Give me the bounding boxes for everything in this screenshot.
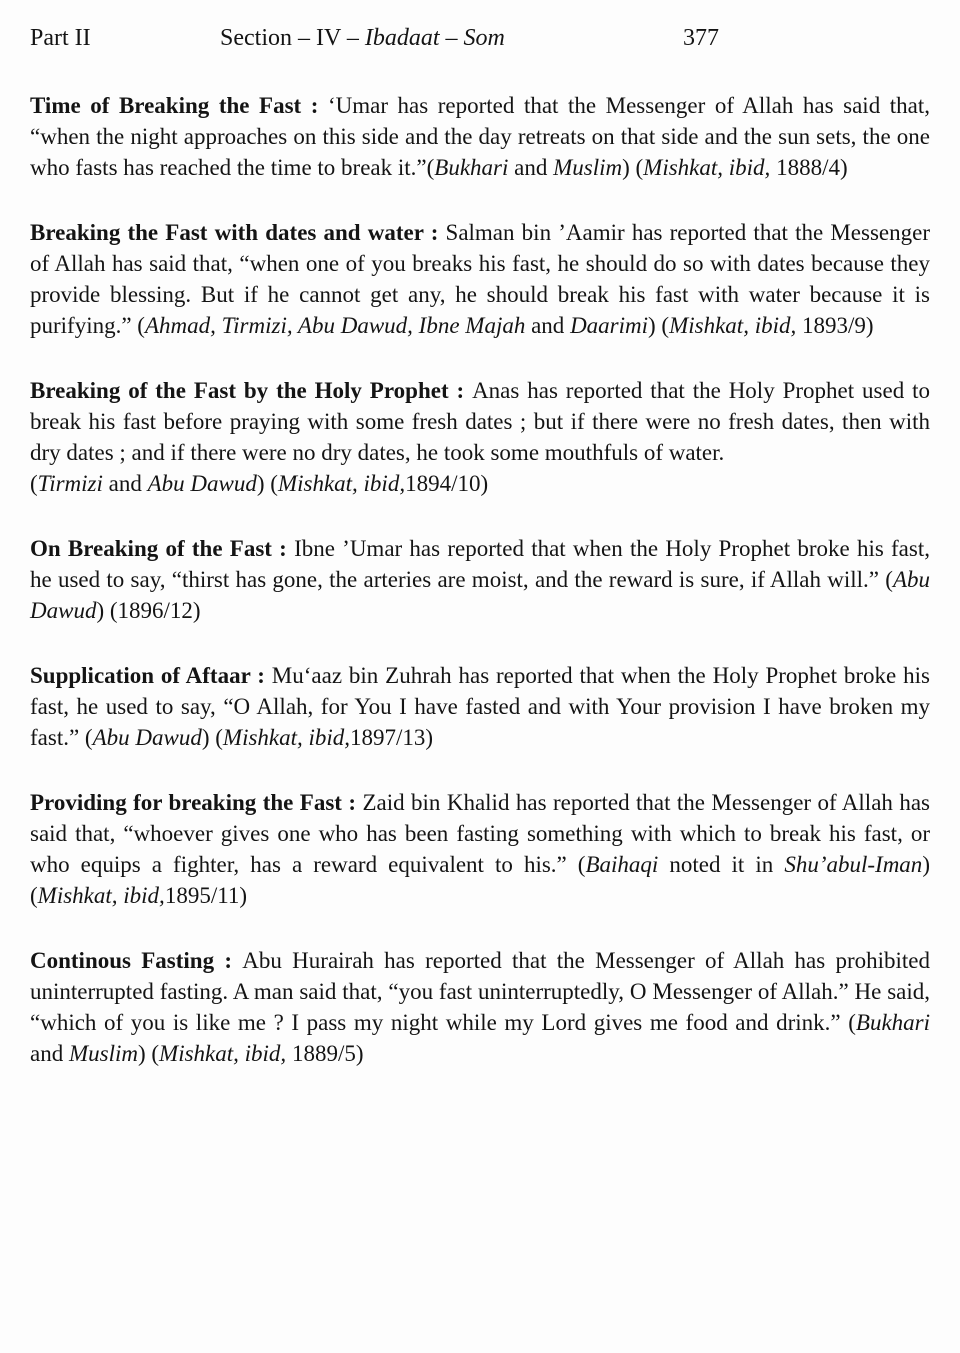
text-run: Salman bin ’Aamir has reported that the Messenger of Allah has said that, “when one of you breaks his fast, he should do so with dates because they provide blessing. But if he cannot get any, he should break his fast with water because it is purifying.” (: [30, 220, 930, 338]
text-run: 1893/9): [796, 313, 874, 338]
text-run: Muslim: [68, 1041, 138, 1066]
paragraph: [30, 375, 930, 499]
text-run: Tirmizi: [37, 471, 103, 496]
paragraph-heading: Time of Breaking the Fast :: [30, 93, 328, 118]
text-run: 1894/10): [405, 471, 489, 496]
text-run: ) (: [201, 725, 223, 750]
text-run: ) (: [256, 471, 278, 496]
text-run: Abu Hurairah has reported that the Messenger of Allah has prohibited uninterrupted fasting. A man said that, “you fast uninterruptedly, O Messenger of Allah.” He said, “which of you is like me ? I pass my night while my Lord gives me food and drink.” (: [30, 948, 931, 1035]
text-run: 1889/5): [286, 1041, 364, 1066]
text-run: Abu Dawud: [30, 567, 930, 623]
paragraph-heading: On Breaking of the Fast :: [30, 536, 295, 561]
paragraph-heading: Supplication of Aftaar :: [30, 663, 272, 688]
text-run: Zaid bin Khalid has reported that the Messenger of Allah has said that, “whoever gives one who has been fasting something with which to break his fast, or who equips a fighter, has a reward equivalent to his.” (: [30, 790, 930, 877]
text-run: Mishkat, ibid,: [159, 1041, 287, 1066]
text-run: Bukhari: [855, 1010, 930, 1035]
paragraph: [30, 660, 930, 753]
paragraph: [30, 945, 930, 1069]
text-run: Ahmad, Tirmizi, Abu Dawud, Ibne Majah: [144, 313, 526, 338]
paragraph-heading: Providing for breaking the Fast :: [30, 790, 363, 815]
paragraph-heading: Breaking of the Fast by the Holy Prophet :: [30, 378, 473, 403]
text-run: 1897/13): [350, 725, 434, 750]
text-run: ) (: [622, 155, 644, 180]
section-prefix: Section – IV –: [220, 25, 365, 51]
text-run: 1888/4): [770, 155, 848, 180]
paragraph: [30, 90, 930, 183]
text-run: and: [30, 1041, 69, 1066]
text-run: and: [508, 155, 554, 180]
text-run: Mishkat, ibid,: [37, 883, 165, 908]
text-run: ) (1896/12): [96, 598, 201, 623]
paragraph-heading: Breaking the Fast with dates and water :: [30, 220, 446, 245]
text-run: Mishkat, ibid,: [222, 725, 351, 750]
text-run: (: [30, 471, 38, 496]
text-run: Mu‘aaz bin Zuhrah has reported that when the Holy Prophet broke his fast, he used to say, “O Allah, for You I have fasted and with Your provision I have broken my fast.” (: [30, 663, 930, 750]
paragraph: [30, 533, 930, 626]
text-run: ) (: [648, 313, 670, 338]
text-run: Daarimi: [570, 313, 649, 338]
page-number: 377: [683, 25, 719, 51]
text-run: Shu’abul-Iman: [784, 852, 923, 877]
text-run: 1895/11): [164, 883, 248, 908]
text-run: Muslim: [553, 155, 623, 180]
section-name: Ibadaat – Som: [364, 25, 505, 51]
text-run: noted it in: [658, 852, 785, 877]
section-title: [220, 24, 505, 52]
document-body: [0, 52, 960, 1069]
text-run: Mishkat, ibid,: [277, 471, 406, 496]
paragraph: [30, 217, 930, 341]
paragraph: [30, 787, 930, 911]
text-run: Abu Dawud: [92, 725, 202, 750]
page-header: [0, 0, 960, 52]
text-run: Mishkat, ibid,: [669, 313, 797, 338]
text-run: and: [525, 313, 571, 338]
paragraph-heading: Continous Fasting :: [30, 948, 243, 973]
text-run: Bukhari: [434, 155, 509, 180]
text-run: ) (: [30, 852, 930, 908]
part-label: Part II: [30, 25, 91, 51]
text-run: ‘Umar has reported that the Messenger of Allah has said that, “when the night approaches on this side and the day retreats on that side and the sun sets, the one who fasts has reached the time to break it.”(: [30, 93, 930, 180]
text-run: Abu Dawud: [147, 471, 257, 496]
text-run: Mishkat, ibid,: [643, 155, 771, 180]
text-run: and: [102, 471, 148, 496]
text-run: Ibne ’Umar has reported that when the Holy Prophet broke his fast, he used to say, “thirst has gone, the arteries are moist, and the reward is sure, if Allah will.” (: [30, 536, 930, 592]
text-run: Anas has reported that the Holy Prophet used to break his fast before praying with some fresh dates ; but if there were no fresh dates, then with dry dates ; and if there were no dry dates, he took some mouthfuls of water.: [30, 378, 930, 465]
text-run: Baihaqi: [585, 852, 659, 877]
text-run: ) (: [137, 1041, 160, 1066]
